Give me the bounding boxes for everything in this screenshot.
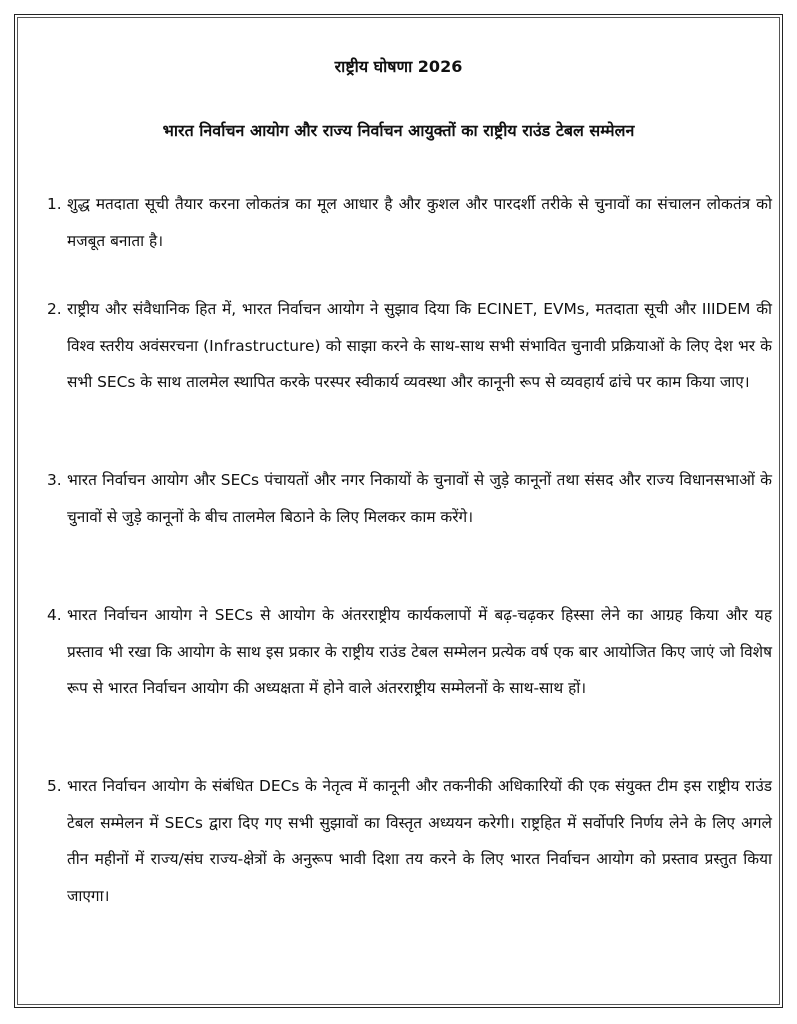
item-number: 4. [47, 606, 62, 624]
list-item [47, 291, 772, 401]
item-number: 2. [47, 300, 62, 318]
document-title: राष्ट्रीय घोषणा 2026 [334, 57, 463, 76]
item-number: 1. [47, 195, 62, 213]
list-item [47, 768, 772, 914]
item-text: राष्ट्रीय और संवैधानिक हित में, भारत निर्वाचन आयोग ने सुझाव दिया कि ECINET, EVMs, मतदाता सूची और IIIDEM की विश्व स्तरीय अवंसरचना (Infrastructure) को साझा करने के साथ-साथ सभी संभावित चुनावी प्रक्रियाओं के लिए देश भर के सभी SECs के साथ तालमेल स्थापित करके परस्पर स्वीकार्य व्यवस्था और कानूनी रूप से व्यवहार्य ढांचे पर काम किया जाए। [67, 300, 772, 391]
list-item [47, 597, 772, 707]
list-item [47, 186, 772, 259]
document-subtitle: भारत निर्वाचन आयोग और राज्य निर्वाचन आयुक्तों का राष्ट्रीय राउंड टेबल सम्मेलन [162, 121, 635, 140]
item-text: भारत निर्वाचन आयोग के संबंधित DECs के नेतृत्व में कानूनी और तकनीकी अधिकारियों की एक संयुक्त टीम इस राष्ट्रीय राउंड टेबल सम्मेलन में SECs द्वारा दिए गए सभी सुझावों का विस्तृत अध्ययन करेगी। राष्ट्रहित में सर्वोपरि निर्णय लेने के लिए अगले तीन महीनों में राज्य/संघ राज्य-क्षेत्रों के अनुरूप भावी दिशा तय करने के लिए भारत निर्वाचन आयोग को प्रस्ताव प्रस्तुत किया जाएगा। [67, 777, 772, 905]
list-item [47, 462, 772, 535]
item-number: 3. [47, 471, 62, 489]
item-text: भारत निर्वाचन आयोग ने SECs से आयोग के अंतरराष्ट्रीय कार्यकलापों में बढ़-चढ़कर हिस्सा लेने का आग्रह किया और यह प्रस्ताव भी रखा कि आयोग के साथ इस प्रकार के राष्ट्रीय राउंड टेबल सम्मेलन प्रत्येक वर्ष एक बार आयोजित किए जाएं जो विशेष रूप से भारत निर्वाचन आयोग की अध्यक्षता में होने वाले अंतरराष्ट्रीय सम्मेलनों के साथ-साथ हों। [67, 606, 772, 697]
item-text: भारत निर्वाचन आयोग और SECs पंचायतों और नगर निकायों के चुनावों से जुड़े कानूनों तथा संसद और राज्य विधानसभाओं के चुनावों से जुड़े कानूनों के बीच तालमेल बिठाने के लिए मिलकर काम करेंगे। [67, 471, 772, 526]
item-number: 5. [47, 777, 62, 795]
item-text: शुद्ध मतदाता सूची तैयार करना लोकतंत्र का मूल आधार है और कुशल और पारदर्शी तरीके से चुनावों का संचालन लोकतंत्र को मजबूत बनाता है। [67, 195, 772, 250]
